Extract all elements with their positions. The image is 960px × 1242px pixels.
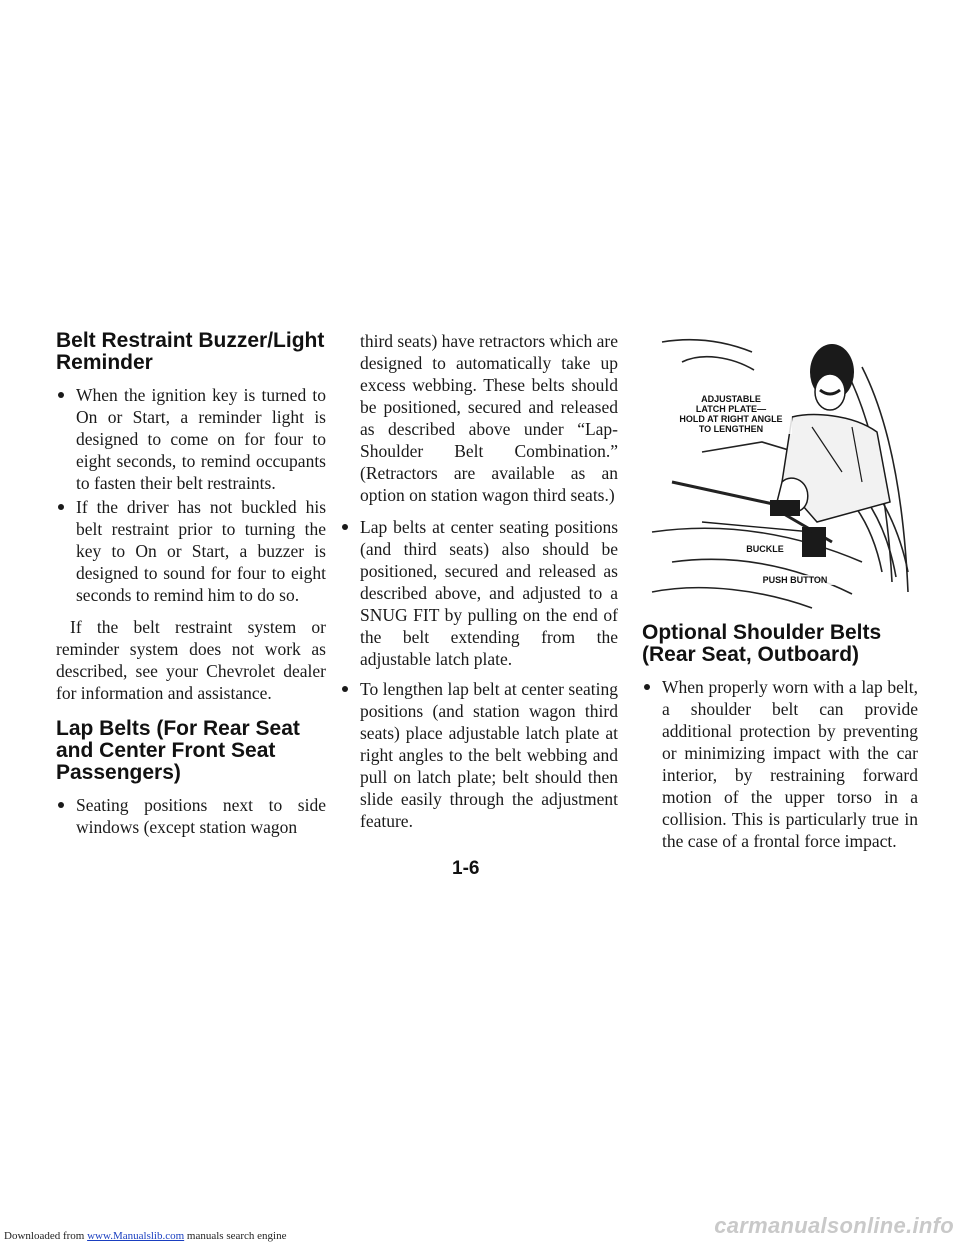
list-item bbox=[56, 794, 326, 838]
footer-prefix: Downloaded from bbox=[4, 1230, 88, 1242]
lap-belt-bullet-list bbox=[56, 794, 326, 838]
column-left bbox=[56, 330, 326, 848]
bullet-icon bbox=[342, 686, 348, 692]
bullet-icon bbox=[342, 524, 348, 530]
bullet-icon bbox=[58, 802, 64, 808]
bullet-icon bbox=[58, 392, 64, 398]
column-right bbox=[642, 332, 918, 862]
lap-belt-illustration bbox=[642, 332, 918, 610]
heading-optional-shoulder-belts: Optional Shoulder Belts (Rear Seat, Outboard) bbox=[642, 621, 882, 666]
list-item-text: When the ignition key is turned to On or Start, a reminder light is designed to come on for four to eight seconds, to remind occupants to fasten their belt restraints. bbox=[76, 385, 326, 493]
list-item bbox=[340, 516, 618, 670]
list-item bbox=[642, 676, 918, 852]
callout-line: HOLD AT RIGHT ANGLE bbox=[679, 414, 783, 424]
shoulder-belt-bullet-list bbox=[642, 676, 918, 852]
manualslib-link[interactable]: www.Manualslib.com bbox=[87, 1230, 185, 1242]
column-middle bbox=[340, 330, 618, 842]
heading-lap-belts: Lap Belts (For Rear Seat and Center Front Seat Passengers) bbox=[56, 717, 300, 784]
reminder-bullet-list bbox=[56, 384, 326, 606]
dealer-paragraph: If the belt restraint system or reminder system does not work as described, see your Chevrolet dealer for information and assistance. bbox=[56, 617, 326, 703]
heading-buzzer-light-reminder: Belt Restraint Buzzer/Light Reminder bbox=[56, 329, 325, 374]
callout-line: TO LENGTHEN bbox=[698, 424, 764, 434]
list-item bbox=[56, 496, 326, 606]
list-item bbox=[56, 384, 326, 494]
callout-buckle: BUCKLE bbox=[744, 544, 786, 554]
callout-push-button: PUSH BUTTON bbox=[754, 575, 836, 585]
list-item-text: When properly worn with a lap belt, a shoulder belt can provide additional protection by preventing or minimizing impact with the car interior, by restraining forward motion of the upper torso in a collision. This is particularly true in the case of a frontal force impact. bbox=[662, 677, 918, 851]
download-footer bbox=[4, 1230, 286, 1242]
list-item-text: Seating positions next to side windows (except station wagon bbox=[76, 795, 326, 837]
bullet-icon bbox=[58, 504, 64, 510]
page-number: 1-6 bbox=[452, 858, 480, 879]
list-item-text: To lengthen lap belt at center seating positions (and station wagon third seats) place adjustable latch plate at right angles to the belt webbing and pull on latch plate; belt should then slide easily through the adjustment feature. bbox=[360, 679, 618, 831]
callout-line: LATCH PLATE— bbox=[695, 404, 767, 414]
callout-adjustable-latch-plate bbox=[670, 394, 792, 434]
list-item-text: Lap belts at center seating positions (and third seats) also should be positioned, secured and released as described above, and adjusted to a SNUG FIT by pulling on the end of the belt extending from the adjustable latch plate. bbox=[360, 517, 618, 669]
seat-belt-drawing bbox=[642, 332, 918, 610]
callout-line: ADJUSTABLE bbox=[701, 394, 761, 404]
footer-suffix: manuals search engine bbox=[184, 1230, 287, 1242]
bullet-icon bbox=[644, 684, 650, 690]
retractor-paragraph: third seats) have retractors which are designed to automatically take up excess webbing. These belts should be positioned, secured and released as described above under “Lap-Shoulder Belt Combination.” (Retractors are available as an option on station wagon third seats.) bbox=[360, 331, 619, 505]
watermark: carmanualsonline.info bbox=[714, 1213, 954, 1238]
list-item bbox=[340, 678, 618, 832]
list-item-text: If the driver has not buckled his belt restraint prior to turning the key to On or Start, a buzzer is designed to sound for four to eight seconds to remind him to do so. bbox=[76, 497, 326, 605]
center-seat-bullet-list bbox=[340, 516, 618, 832]
